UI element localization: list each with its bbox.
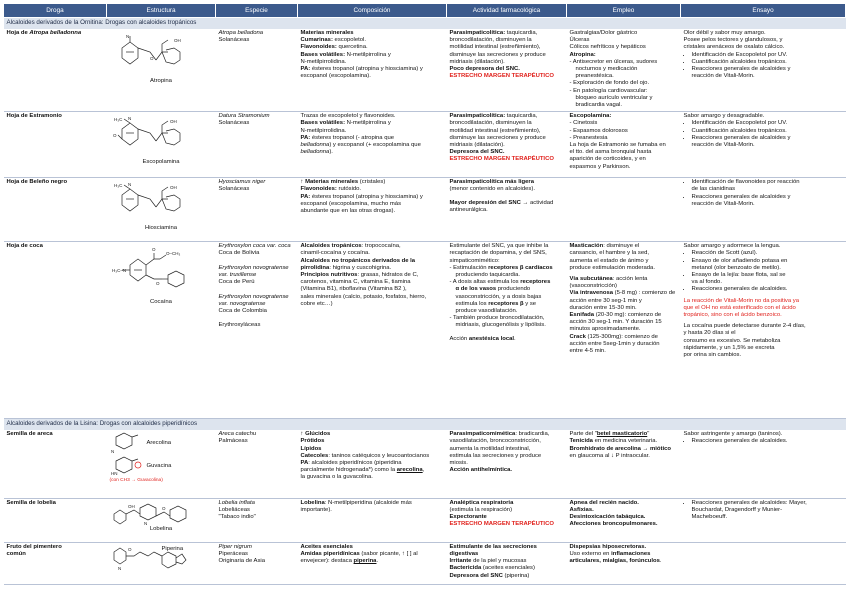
svg-text:HN: HN — [110, 471, 117, 477]
activity-cell: Parasimpaticolítica: taquicardia, broncodilatación, disminuyen la motilidad intestinal (estreñimiento), disminuye las secreciones y produce midriasis (dilatación). Poco depresora del SNC. ESTRECHO MARGEN TERAPÉUTICO — [447, 29, 567, 112]
header-estructura: Estructura — [107, 4, 216, 18]
use-cell: Dispepsias hiposecretoras. Uso externo en inflamaciones articulares, mialgias, forúnculos. — [567, 542, 681, 584]
svg-text:OH: OH — [127, 503, 135, 509]
assay-cell: Sabor amargo y desagradable. • Identificación de Escopoletol por UV. • Cuantificación alcaloides tropánicos. • Reacciones generales de alcaloides y reacción de Vitali-Morin. — [681, 112, 846, 178]
structure-cell — [107, 178, 216, 242]
species-cell: Piper nigrum Piperáceas Originaria de Asia — [216, 542, 298, 584]
svg-text:H₃C: H₃C — [113, 117, 122, 123]
svg-text:O: O — [155, 281, 160, 287]
svg-text:N: N — [117, 565, 121, 571]
use-cell: Escopolamina: - Cinetosis - Espasmos dolorosos - Preanestesia La hoja de Estramonio se fumaba en el tto. del asma bronquial hasta aparición de corticoides, y en espasmos y Parkinson. — [567, 112, 681, 178]
table-row — [4, 242, 846, 419]
use-cell: Parte del "betel masticatorio" Tenicida en medicina veterinaria. Bromhidrato de arecolina → miótico en glaucoma al ↓ P intraocular. — [567, 430, 681, 498]
structure-label: Atropina — [150, 78, 172, 84]
svg-text:H₃C–N: H₃C–N — [111, 268, 126, 274]
drug-name: Semilla de lobelia — [4, 498, 107, 542]
table-header-row — [4, 4, 846, 18]
header-actividad: Actividad farmacológica — [447, 4, 567, 18]
guvacine-structure-icon — [110, 455, 144, 477]
composition-cell: ↑ Glúcidos Prótidos Lípidos Catecoles: taninos catéquicos y leucoantocianos PA: alcaloides piperidínicos (piperidina parcialmente hidrogenada*) como la arecolina, la guvacina o la guvacolina. — [298, 430, 447, 498]
composition-cell: ↑ Materias minerales (cristales) Flavonoides: rutósido. PA: ésteres tropanol (atropina y hiosciamina) y escopanol (escopolamina, mucho más abundante que en las otras drogas). — [298, 178, 447, 242]
svg-text:O–CH₃: O–CH₃ — [165, 251, 180, 257]
species-cell: Erythroxylon coca var. coca Coca de Bolivia Erythroxylon novogratense var. truxillense Coca de Perú Erythroxylon novogratense var. novogratense Coca de Colombia Erythroxyláceas — [216, 242, 298, 419]
svg-text:O: O — [161, 505, 166, 511]
svg-text:N: N — [143, 520, 147, 526]
structure-label: Hiosciamina — [144, 225, 178, 232]
svg-text:O: O — [149, 56, 154, 61]
structure-cell — [107, 112, 216, 178]
table-row — [4, 542, 846, 584]
svg-text:O: O — [112, 133, 117, 139]
species-cell: Hyosciamus niger Solanáceas — [216, 178, 298, 242]
arecoline-structure-icon — [110, 431, 144, 455]
species-cell: Atropa belladona Solanáceas — [216, 29, 298, 112]
header-ensayo: Ensayo — [681, 4, 846, 18]
drug-name: Fruto del pimentero común — [4, 542, 107, 584]
section-title: Alcaloides derivados de la Lisina: Drogas con alcaloides piperidínicos — [4, 419, 846, 431]
table-row — [4, 498, 846, 542]
section-row-lisina — [4, 419, 846, 431]
table-row — [4, 112, 846, 178]
section-row-ornitina — [4, 18, 846, 30]
assay-cell: Olor débil y sabor muy amargo. Posee pelos tectores y glandulosos, y cristales arenáceos de oxalato cálcico. • Identificación de Escopoletol por UV. • Cuantificación alcaloides tropánicos. • Reacciones generales de alcaloides y reacción de Vitali-Morin. — [681, 29, 846, 112]
atropine-structure-icon — [110, 30, 210, 78]
header-especie: Especie — [216, 4, 298, 18]
use-cell — [567, 178, 681, 242]
structure-cell — [107, 542, 216, 584]
svg-text:N: N — [127, 116, 131, 122]
structure-note: (con CH3 → Guvacolina) — [109, 478, 163, 484]
species-cell: Datura Stramonium Solanáceas — [216, 112, 298, 178]
drug-name: Hoja de Estramonio — [4, 112, 107, 178]
svg-text:H₃C: H₃C — [113, 183, 122, 189]
activity-cell: Analéptica respiratoria (estimula la respiración) Expectorante ESTRECHO MARGEN TERAPÉUTICO — [447, 498, 567, 542]
structure-label: Piperina — [161, 545, 184, 552]
cocaine-structure-icon — [110, 243, 210, 299]
activity-cell: Estimulante del SNC, ya que inhibe la recaptación de dopamina, y del SNS, simpaticomimético: - Estimulación receptores β cardíacos produciendo taquicardia. - A dosis altas estimula los receptores α de los vasos produciendo vasoconstricción, y a dosis bajas estimula los receptores β y se produce vasodilatación. - También produce broncodilatación, midriasis, glucogenólisis y lipólisis. Acción anestésica local. — [447, 242, 567, 419]
piperine-structure-icon — [110, 544, 206, 572]
document-page — [0, 3, 848, 603]
assay-cell — [681, 542, 846, 584]
use-cell: Masticación: disminuye el cansancio, el hambre y la sed, aumenta el estado de ánimo y produce estimulación moderada. Vía subcutánea: acción lenta (vasoconstricción) Vía intravenosa (5-8 mg) : comienzo de acción entre 30 seg-1 min y duración entre 15-30 min. Esnifada (20-30 mg): comienzo de acción 30 seg-1 min. Y duración 15 minutos aproximadamente. Crack (125-300mg): comienzo de acción entre 5seg-1min y duración entre 4-5 min. — [567, 242, 681, 419]
svg-text:OH: OH — [173, 38, 181, 43]
use-cell: Apnea del recién nacido. Asfixias. Desintoxicación tabáquica. Afecciones broncopulmonares. — [567, 498, 681, 542]
activity-cell: Parasimpaticolítica: taquicardia, broncodilatación, disminuyen la motilidad intestinal (estreñimiento), disminuye las secreciones y produce midriasis (dilatación). Depresora del SNC. ESTRECHO MARGEN TERAPÉUTICO — [447, 112, 567, 178]
svg-text:N: N — [110, 449, 114, 455]
table-row — [4, 430, 846, 498]
composition-cell: Trazas de escopoletol y flavonoides. Bases volátiles: N-metilpirrolina y N-metilpirrolidina. PA: ésteres tropanol (- atropina que belladonna) y escopanol (+ escopolamina que belladonna). — [298, 112, 447, 178]
structure-cell — [107, 242, 216, 419]
species-cell: Lobelia inflata Lobeliáceas "Tabaco indio" — [216, 498, 298, 542]
drug-table — [3, 3, 846, 585]
structure-label: Arecolina — [146, 439, 172, 446]
drug-name: Semilla de areca — [4, 430, 107, 498]
lobeline-structure-icon — [110, 500, 210, 526]
drug-name: Hoja de Beleño negro — [4, 178, 107, 242]
assay-cell: • Identificación de flavonoides por reacción de las cianidinas • Reacciones generales de alcaloides y reacción de Vitali-Morin. — [681, 178, 846, 242]
drug-name: Hoja de coca — [4, 242, 107, 419]
header-composicion: Composición — [298, 4, 447, 18]
structure-cell — [107, 498, 216, 542]
svg-text:O: O — [151, 247, 156, 253]
svg-text:O: O — [127, 546, 132, 552]
structure-label: Guvacina — [146, 462, 172, 469]
structure-label: Cocaína — [150, 299, 172, 306]
svg-text:N: N — [127, 182, 131, 188]
header-empleo: Empleo — [567, 4, 681, 18]
hyoscyamine-structure-icon — [110, 179, 210, 225]
drug-name: Hoja de Atropa belladonna — [4, 29, 107, 112]
structure-label: Lobelina — [149, 525, 173, 532]
structure-cell — [107, 29, 216, 112]
activity-cell: Estimulante de las secreciones digestivas Irritante de la piel y mucosas Bactericida (aceites esenciales) Depresora del SNC (piperina) — [447, 542, 567, 584]
svg-text:N: N — [125, 34, 129, 39]
composition-cell: Aceites esenciales Amidas piperidínicas (sabor picante, ↑ [ ] al envejecer): destaca piperina. — [298, 542, 447, 584]
structure-cell — [107, 430, 216, 498]
activity-cell: Parasimpaticomimética: bradicardia, vasodilatación, broncoconstricción, aumenta la motilidad intestinal, estimula las secreciones y produce miosis. Acción antihelmíntica. — [447, 430, 567, 498]
assay-cell: • Reacciones generales de alcaloides: Mayer, Bouchardat, Dragendorff y Munier- Macheboeuff. — [681, 498, 846, 542]
scopolamine-structure-icon — [110, 113, 210, 159]
composition-cell: Lobelina: N-metilpiperidina (alcaloide más importante). — [298, 498, 447, 542]
header-droga: Droga — [4, 4, 107, 18]
svg-text:OH: OH — [169, 185, 177, 191]
activity-cell: Parasimpaticolítica más ligera (menor contenido en alcaloides). Mayor depresión del SNC → actividad antineurálgica. — [447, 178, 567, 242]
svg-text:OH: OH — [169, 119, 177, 125]
section-title: Alcaloides derivados de la Ornitina: Drogas con alcaloides tropánicos — [4, 18, 846, 30]
composition-cell: Materias minerales Cumarinas: escopoletol. Flavonoides: quercetina. Bases volátiles: N-metilpirrolina y N-metilpirrolidina. PA: ésteres tropanol (atropina y hiosciamina) y escopanol (escopolamina). — [298, 29, 447, 112]
structure-label: Escopolamina — [142, 159, 180, 166]
table-row — [4, 29, 846, 112]
assay-cell: Sabor astringente y amargo (taninos). • Reacciones generales de alcaloides. — [681, 430, 846, 498]
table-row — [4, 178, 846, 242]
use-cell: Gastralgias/Dolor gástrico Úlceras Cólicos nefríticos y hepáticos Atropina: - Antisecretor en úlceras, sudores nocturnos y medicación preanestésica. - Exploración de fondo del ojo. - En patología cardiovascular: bloqueo aurículo ventricular y bradicardia vagal. — [567, 29, 681, 112]
assay-cell: Sabor amargo y adormece la lengua. • Reacción de Scott (azul). • Ensayo de olor añadiendo potasa en metanol (olor benzoato de metilo). • Ensayo de la lejía: base flota, sal se va al fondo. • Reacciones generales de alcaloides. La reacción de Vitali-Morin no da positiva ya que el OH no está esterificado con el ácido tropánico, sino con el ácido benzoico. La cocaína puede detectarse durante 2-4 días, y hasta 20 días si el consumo es excesivo. Se metaboliza rápidamente, y un 1,5% se excreta por orina sin cambios. — [681, 242, 846, 419]
composition-cell: Alcaloides tropánicos: tropococaína, cinamil-cocaína y cocaína. Alcaloides no tropánicos derivados de la pirrolidina: higrina y cuscohigrina. Principios nutritivos: grasas, hidratos de C, carotenos, vitamina C, vitamina E, tiamina (Vitamina B1), riboflavina (Vitamina B2 ), sales minerales (calcio, potasio, fosfatos, hierro, cobre etc…) — [298, 242, 447, 419]
species-cell: Areca catechu Palmáceas — [216, 430, 298, 498]
